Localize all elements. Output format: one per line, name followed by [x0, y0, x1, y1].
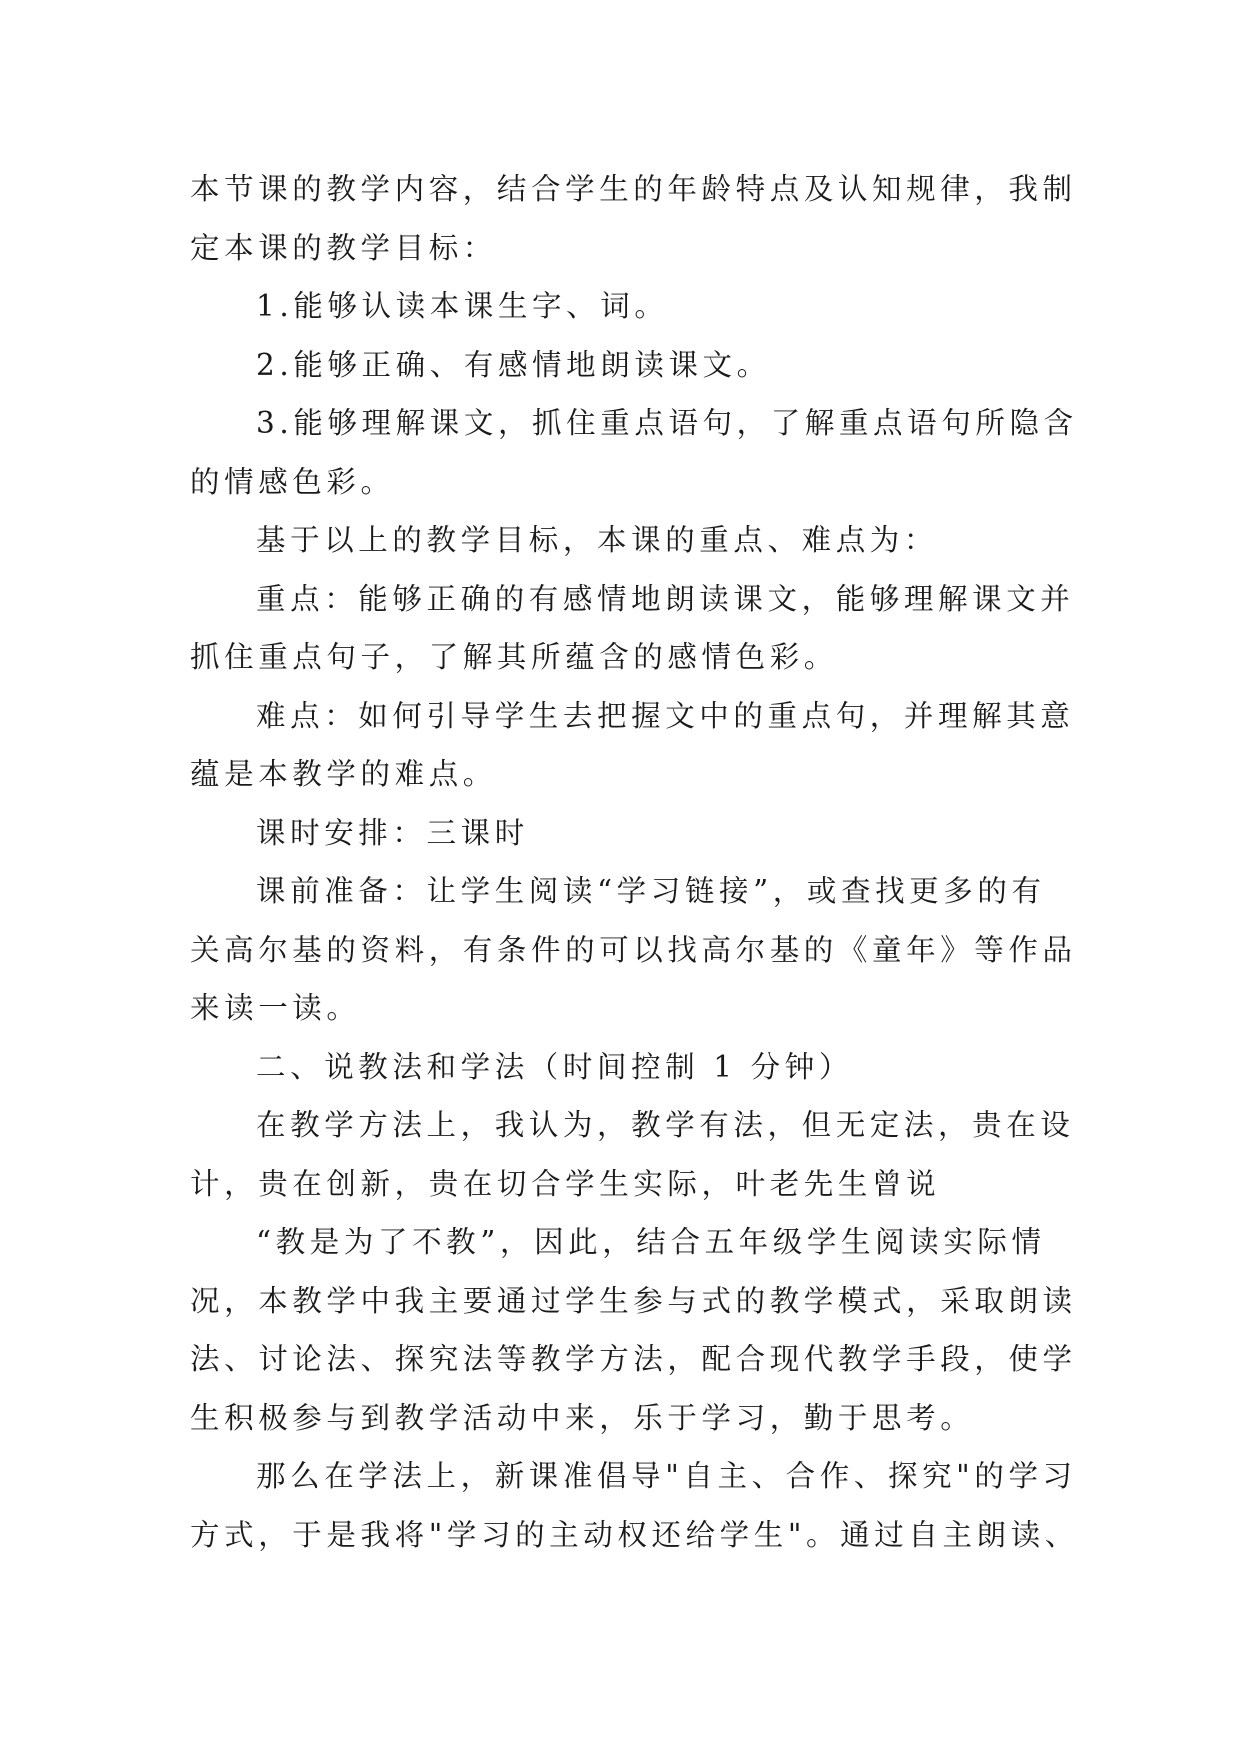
text-line: 基于以上的教学目标，本课的重点、难点为：: [256, 523, 939, 557]
text-line: 二、说教法和学法（时间控制 1 分钟）: [256, 1049, 853, 1084]
text-line: 的情感色彩。: [190, 464, 395, 499]
text-line: “教是为了不教”，因此，结合五年级学生阅读实际情: [256, 1225, 1046, 1259]
document-body: [190, 160, 1079, 1564]
text-line: 方式，于是我将"学习的主动权还给学生"。通过自主朗读、: [190, 1517, 1079, 1552]
text-line: 课前准备：让学生阅读“学习链接”，或查找更多的有: [256, 874, 1046, 908]
text-line: 况，本教学中我主要通过学生参与式的教学模式，采取朗读: [190, 1283, 1077, 1318]
text-line: 本节课的教学内容，结合学生的年龄特点及认知规律，我制: [190, 172, 1077, 206]
text-line: 3.能够理解课文，抓住重点语句，了解重点语句所隐含: [256, 406, 1078, 440]
text-line: 1.能够认读本课生字、词。: [256, 289, 669, 323]
text-line: 2.能够正确、有感情地朗读课文。: [256, 347, 771, 382]
text-line: 关高尔基的资料，有条件的可以找高尔基的《童年》等作品: [190, 932, 1077, 967]
text-line: 法、讨论法、探究法等教学方法，配合现代教学手段，使学: [190, 1342, 1077, 1376]
text-line: 抓住重点句子，了解其所蕴含的感情色彩。: [190, 640, 838, 674]
text-line: 在教学方法上，我认为，教学有法，但无定法，贵在设: [256, 1108, 1075, 1142]
text-line: 来读一读。: [190, 991, 361, 1025]
text-line: 重点：能够正确的有感情地朗读课文，能够理解课文并: [256, 581, 1075, 616]
text-line: 蕴是本教学的难点。: [190, 757, 497, 791]
text-line: 生积极参与到教学活动中来，乐于学习，勤于思考。: [190, 1400, 975, 1435]
text-line: 难点：如何引导学生去把握文中的重点句，并理解其意: [256, 698, 1075, 733]
text-line: 计，贵在创新，贵在切合学生实际，叶老先生曾说: [190, 1166, 941, 1201]
text-line: 定本课的教学目标：: [190, 230, 497, 265]
text-line: 课时安排：三课时: [256, 815, 529, 850]
text-line: 那么在学法上，新课准倡导"自主、合作、探究"的学习: [256, 1459, 1077, 1493]
